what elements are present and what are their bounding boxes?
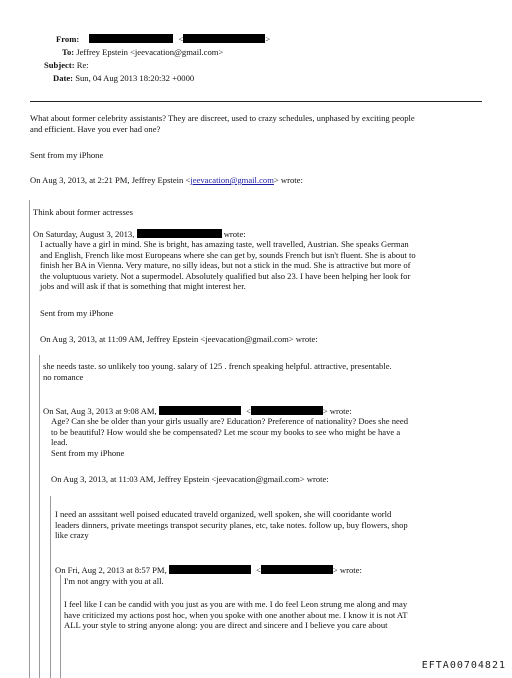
message-line: she needs taste. so unlikely too young. salary of 125 . french speaking helpful. attractive, presentable. <box>43 361 392 371</box>
subject-row <box>44 60 89 71</box>
attribution-line: On Aug 3, 2013, at 11:09 AM, Jeffrey Epstein <jeevacation@gmail.com> wrote: <box>40 334 318 344</box>
message-body <box>51 416 408 458</box>
date-row <box>53 73 194 84</box>
message-line: I need an asssitant well poised educated traveld organized, well spoken, she will cooridante world <box>55 509 392 519</box>
header-divider <box>30 101 482 102</box>
message-line: I'm not angry with you at all. <box>64 576 164 586</box>
attribution-prefix: On Aug 3, 2013, at 2:21 PM, Jeffrey Epstein < <box>30 175 191 185</box>
message-line: and English, French like most Europeans where she can get by, sounds French but isn't fluent. She is about to <box>40 249 416 260</box>
message-line: leaders dinners, private meetings transpot security planes, etc, take notes. follow up, buy flowers, shop <box>55 519 408 530</box>
subject-value: Re: <box>76 60 89 70</box>
redaction-box <box>169 565 251 574</box>
quote-bar-level-1 <box>29 200 30 678</box>
message-body <box>43 361 392 382</box>
message-line: no romance <box>43 371 84 382</box>
attribution-line <box>30 175 303 186</box>
redaction-box <box>261 565 333 574</box>
attribution-suffix: > wrote: <box>332 565 362 575</box>
message-line: I feel like I can be candid with you just as you are with me. I do feel Leon strung me along and may <box>64 599 408 609</box>
date-value: Sun, 04 Aug 2013 18:20:32 +0000 <box>75 73 195 83</box>
message-line: ALL your style to string anyone along: you are direct and sincere and I believe you care about <box>64 620 388 631</box>
quote-bar-level-2 <box>39 355 40 678</box>
from-row <box>56 34 270 45</box>
attribution-prefix: On Sat, Aug 3, 2013 at 9:08 AM, <box>43 406 157 416</box>
message-body: Think about former actresses <box>33 207 133 217</box>
to-label: To: <box>62 47 75 57</box>
message-line: I actually have a girl in mind. She is bright, has amazing taste, well travelled, Austrian. She speaks German <box>40 239 409 249</box>
attribution-suffix: > wrote: <box>322 406 352 416</box>
message-line: jobs and will ask if that is something that might interest her. <box>40 281 246 292</box>
message-line: lead. <box>51 437 68 448</box>
message-line: finish her BA in Vienna. Very mature, no silly ideas, but not a stick in the mud. She is attractive but more of <box>40 260 411 271</box>
attribution-prefix: On Fri, Aug 2, 2013 at 8:57 PM, <box>55 565 167 575</box>
message-body <box>64 599 407 631</box>
message-body <box>30 113 415 134</box>
message-line: have criticized my actions post hoc, when you spoke with one another about me. I know it is not AT <box>64 609 408 620</box>
message-line: like crazy <box>55 530 89 541</box>
sent-from-iphone: Sent from my iPhone <box>30 150 104 160</box>
attribution-prefix: On Saturday, August 3, 2013, <box>33 229 135 239</box>
from-label: From: <box>56 34 80 44</box>
redaction-box <box>89 34 173 43</box>
message-line: and efficient. Have you ever had one? <box>30 123 161 134</box>
sent-from-iphone: Sent from my iPhone <box>51 447 125 458</box>
from-bracket-open: < <box>178 34 184 44</box>
attribution-line <box>43 406 352 417</box>
attribution-suffix: wrote: <box>223 229 246 239</box>
message-line: to be beautiful? How would she be compensated? Let me scour my books to see who might be have a <box>51 426 401 437</box>
redaction-box <box>137 229 222 238</box>
attribution-suffix: > wrote: <box>273 175 303 185</box>
sent-from-iphone: Sent from my iPhone <box>40 308 114 318</box>
attribution-line <box>55 565 362 576</box>
quote-bar-level-3 <box>50 496 51 678</box>
redaction-box <box>159 406 241 415</box>
attribution-line: On Aug 3, 2013, at 11:03 AM, Jeffrey Epstein <jeevacation@gmail.com> wrote: <box>51 474 329 484</box>
subject-label: Subject: <box>44 60 75 70</box>
email-link[interactable]: jeevacation@gmail.com <box>190 175 274 185</box>
bates-number: EFTA00704821 <box>421 660 506 672</box>
message-body <box>40 239 416 292</box>
to-value: Jeffrey Epstein <jeevacation@gmail.com> <box>76 47 224 57</box>
redaction-box <box>183 34 265 43</box>
to-row <box>62 47 223 58</box>
message-line: the voluptuous variety. Not a supermodel. Absolutely qualified but also 23. I have been helping her look for <box>40 270 411 281</box>
redaction-box <box>251 406 323 415</box>
message-line: What about former celebrity assistants? They are discreet, used to crazy schedules, unphased by exciting people <box>30 113 415 123</box>
from-bracket-close: > <box>265 34 271 44</box>
message-body <box>55 509 408 541</box>
attribution-bracket: < <box>245 406 251 416</box>
attribution-bracket: < <box>256 565 261 575</box>
attribution-line <box>33 229 246 240</box>
quote-bar-level-4 <box>60 575 61 678</box>
date-label: Date: <box>53 73 74 83</box>
message-line: Age? Can she be older than your girls usually are? Education? Preference of nationality? Does she need <box>51 416 408 426</box>
